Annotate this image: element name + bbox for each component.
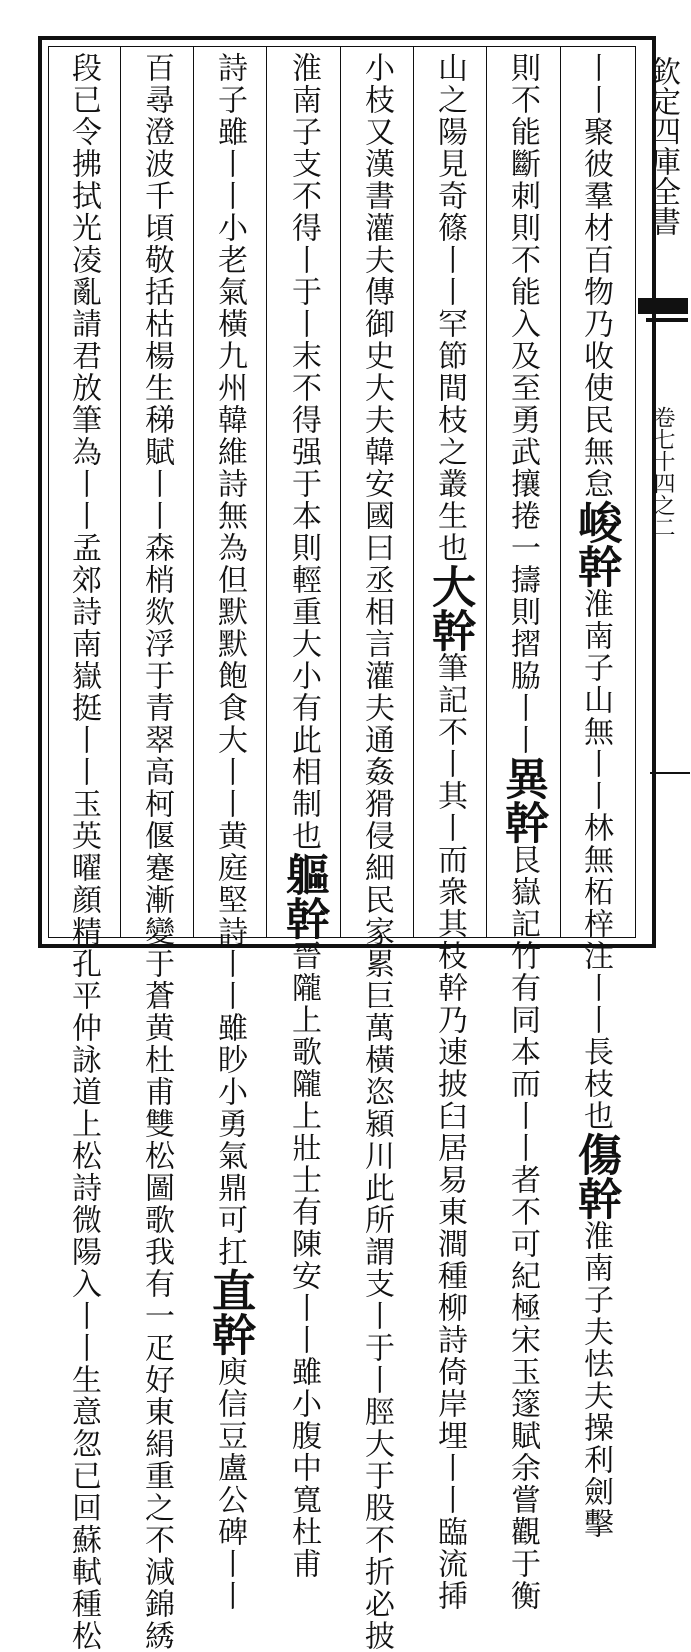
margin-tick: [650, 772, 690, 774]
entry-heading: 峻幹: [570, 500, 621, 588]
fish-tail-mark: [646, 318, 688, 322]
volume-label: 卷七十四之二: [650, 406, 675, 538]
text-run: 山之陽見奇篠丨丨罕節間枝之叢生也: [432, 52, 467, 564]
entry-heading: 直幹: [204, 1268, 255, 1356]
column-rule: [193, 46, 194, 938]
text-run: 小枝又漢書灌夫傳御史大夫韓安國曰丞相言灌夫通姦猾侵細民家累巨萬橫恣潁川此所謂支丨于丨脛大于股不折必披: [359, 52, 394, 1652]
text-column-5: [278, 52, 329, 1580]
column-rule: [560, 46, 561, 938]
text-run: 艮嶽記竹有同本而丨丨者不可紀極宋玉篴賦余嘗觀于衡: [505, 844, 540, 1612]
column-rule: [486, 46, 487, 938]
entry-heading: 傷幹: [570, 1132, 621, 1220]
text-run: 淮南子山無丨丨林無柘梓注丨丨長枝也: [578, 588, 613, 1132]
text-column-3: [424, 52, 475, 1612]
page-margin: [638, 56, 686, 926]
column-rule: [340, 46, 341, 938]
text-column-4: [353, 52, 399, 1652]
entry-heading: 大幹: [424, 564, 475, 652]
entry-heading: 軀幹: [278, 852, 329, 940]
text-column-1: [570, 52, 621, 1540]
text-run: 百尋澄波千頃敬括枯楊生稊賦丨丨森梢欻浮于青翠高柯偃蹇漸變于蒼黄杜甫雙松圖歌我有一疋好東絹重之不減錦綉: [139, 52, 174, 1652]
text-column-8: [60, 52, 106, 1652]
text-run: 庾信豆盧公碑丨丨: [212, 1356, 247, 1612]
text-run: 筆記不丨其丨而衆其枝幹乃速披臼居易東澗種柳詩倚岸埋丨丨臨流揷: [432, 652, 467, 1612]
text-run: 詩子雖丨丨小老氣橫九州韓維詩無為但默默飽食大丨丨黄庭堅詩丨丨雖眇小勇氣鼎可扛: [212, 52, 247, 1268]
text-column-6: [204, 52, 255, 1612]
text-run: 晉隴上歌隴上壯士有陳安丨丨雖小腹中寬杜甫: [286, 940, 321, 1580]
fish-tail-mark: [638, 298, 688, 314]
text-run: 丨丨聚彼羣材百物乃收使民無怠: [578, 52, 613, 500]
text-run: 淮南子支不得丨于丨末不得强于本則輕重大小有此相制也: [286, 52, 321, 852]
column-rule: [120, 46, 121, 938]
column-rule: [413, 46, 414, 938]
text-run: 則不能斷刺則不能入及至勇武攘捲一擣則摺脇丨丨: [505, 52, 540, 756]
entry-heading: 異幹: [497, 756, 548, 844]
text-column-7: [133, 52, 179, 1652]
text-run: 段已令拂拭光凌亂請君放筆為丨丨孟郊詩南嶽挺丨丨玉英曜顔精孔平仲詠道上松詩微陽入丨丨生意忽已回蘇軾種松: [66, 52, 101, 1652]
text-run: 淮南子夫怯夫操利劍擊: [578, 1220, 613, 1540]
text-column-2: [497, 52, 548, 1612]
book-title: 欽定四庫全書: [645, 56, 680, 236]
column-rule: [266, 46, 267, 938]
